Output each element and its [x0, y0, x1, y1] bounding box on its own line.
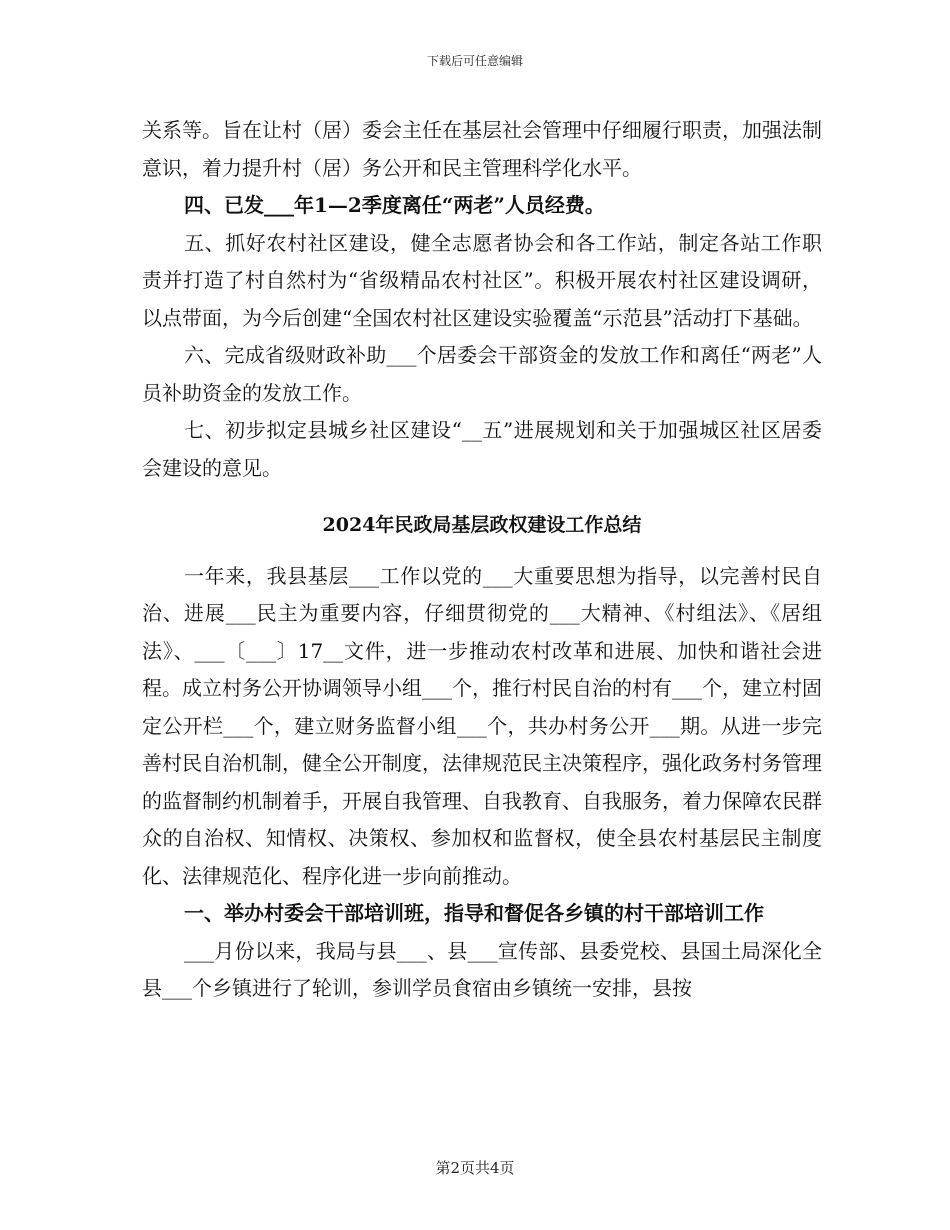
page-header: 下载后可任意编辑	[426, 54, 523, 68]
paragraph: 六、完成省级财政补助___个居委会干部资金的发放工作和离任“两老”人员补助资金的发放工作。	[142, 343, 822, 405]
paragraph: 关系等。旨在让村（居）委会主任在基层社会管理中仔细履行职责，加强法制意识，着力提升村（居）务公开和民主管理科学化水平。	[142, 118, 822, 180]
page-footer: 第2页共4页	[435, 1159, 515, 1177]
section-heading: 一、举办村委会干部培训班，指导和督促各乡镇的村干部培训工作	[184, 901, 764, 925]
paragraph: ___月份以来，我局与县___、县___宣传部、县委党校、县国土局深化全县___个乡镇进行了轮训，参训学员食宿由乡镇统一安排，县按	[142, 938, 822, 1000]
document-title: 2024年民政局基层政权建设工作总结	[322, 514, 642, 536]
paragraph: 七、初步拟定县城乡社区建设“__五”进展规划和关于加强城区社区居委会建设的意见。	[142, 418, 822, 480]
paragraph: 一年来，我县基层___工作以党的___大重要思想为指导，以完善村民自治、进展___民主为重要内容，仔细贯彻党的___大精神、《村组法》、《居组法》、___〔___〕17__文件，进一步推动农村改革和进展、加快和谐社会进程。成立村务公开协调领导小组___个，推行村民自治的村有___个，建立村固定公开栏___个，建立财务监督小组___个，共办村务公开___期。从进一步完善村民自治机制，健全公开制度，法律规范民主决策程序，强化政务村务管理的监督制约机制着手，开展自我管理、自我教育、自我服务，着力保障农民群众的自治权、知情权、决策权、参加权和监督权，使全县农村基层民主制度化、法律规范化、程序化进一步向前推动。	[142, 563, 822, 888]
section-heading: 四、已发___年1—2季度离任“两老”人员经费。	[184, 193, 605, 217]
paragraph: 五、抓好农村社区建设，健全志愿者协会和各工作站，制定各站工作职责并打造了村自然村为“省级精品农村社区”。积极开展农村社区建设调研，以点带面，为今后创建“全国农村社区建设实验覆盖“示范县”活动打下基础。	[142, 230, 822, 330]
document-body	[142, 112, 822, 1008]
